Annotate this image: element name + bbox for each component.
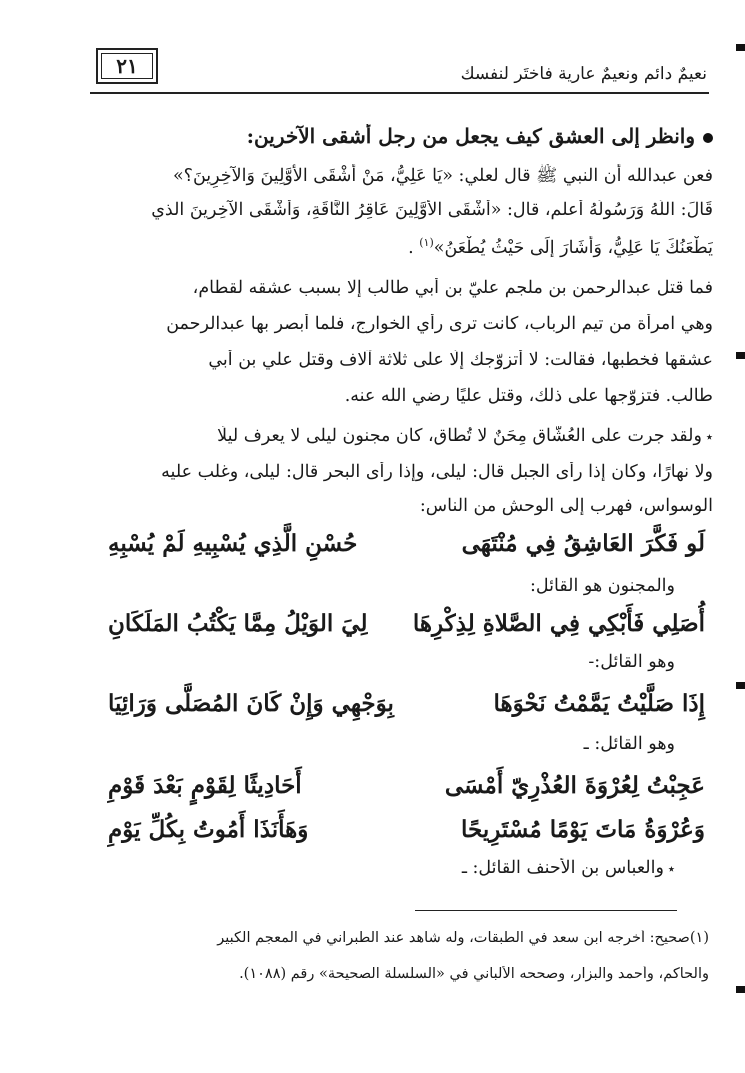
paragraph-line: عشقها فخطبها، فقالت: لا أتزوّجك إلّا على ثلاثة آلاف وقتل علي بن أبي (208, 350, 713, 370)
verse-second-hemistich: بِوَجْهِي وَإِنْ كَانَ المُصَلَّى وَرَائِيَا (108, 690, 394, 717)
verse-first-hemistich: وَعُرْوَةُ مَاتَ يَوْمًا مُسْتَرِيحًا (460, 816, 705, 843)
page-number-frame (96, 48, 158, 84)
verse (108, 772, 705, 812)
footnote-line: (١)صحيح: أخرجه ابن سعد في الطبقات، وله شاهد عند الطبراني في المعجم الكبير (217, 930, 709, 946)
verse-first-hemistich: إِذَا صَلَّيْتُ يَمَّمْتُ نَحْوَهَا (493, 690, 705, 717)
page-number: ٢١ (116, 54, 138, 78)
verse (108, 690, 705, 730)
verse-second-hemistich: أَحَادِيثًا لِقَوْمٍ بَعْدَ قَوْمِ (108, 772, 302, 799)
paragraph-line: طالب. فتزوّجها على ذلك، وقتل عليًا رضي الله عنه. (344, 386, 713, 406)
running-header-title: نعيمٌ دائم ونعيمٌ عارية فاختَر لنفسك (460, 64, 707, 84)
verse (108, 816, 705, 856)
verse (108, 610, 705, 650)
verse-second-hemistich: حُسْنِ الَّذِي يُسْبِيهِ لَمْ يُسْبِهِ (108, 530, 358, 557)
header-rule (90, 92, 709, 94)
verse-first-hemistich: عَجِبْتُ لِعُرْوَةَ العُذْرِيّ أَمْسَى (444, 772, 705, 799)
edge-mark (736, 44, 745, 51)
verse-first-hemistich: أُصَلِي فَأَبْكِي فِي الصَّلاةِ لِذِكْرِهَا (412, 610, 705, 637)
edge-mark (736, 682, 745, 689)
paragraph-line: يَطْعَنُكَ يَا عَلِيُّ، وَأَشَارَ إِلَى حَيْثُ يُطْعَنُ»$^{(١)}$ . (408, 236, 713, 258)
footnote-rule (415, 910, 677, 911)
edge-mark (736, 352, 745, 359)
paragraph-line: ٭ولقد جرت على العُشّاق مِحَنٌ لا تُطاق، كان مجنون ليلى لا يعرف ليلًا (217, 426, 713, 446)
star-icon: ٭ (705, 430, 713, 445)
bullet-icon (703, 133, 713, 143)
verse-intro: وهو القائل: ـ (583, 734, 675, 754)
paragraph-line: ولا نهارًا، وكان إذا رأى الجبل قال: ليلى، وإذا رأى البحر قال: ليلى، وغلب عليه (161, 462, 713, 482)
verse-second-hemistich: وَهَأَنَذَا أَمُوتُ بِكُلِّ يَوْمِ (108, 816, 309, 843)
paragraph-line: وهي امرأة من تيم الرباب، كانت ترى رأي الخوارج، فلما أبصر بها عبدالرحمن (166, 314, 713, 334)
verse (108, 530, 705, 570)
paragraph-line: ٭والعباس بن الأحنف القائل: ـ (461, 858, 675, 878)
verse-intro: وهو القائل:- (588, 652, 675, 672)
star-icon: ٭ (667, 862, 675, 877)
verse-second-hemistich: لِيَ الوَيْلُ مِمَّا يَكْتُبُ المَلَكَانِ (108, 610, 368, 637)
section-heading: وانظر إلى العشق كيف يجعل من رجل أشقى الآخرين: (90, 124, 713, 148)
paragraph-line: الوسواس، فهرب إلى الوحش من الناس: (419, 496, 713, 516)
edge-mark (736, 986, 745, 993)
paragraph-line: قَالَ: اللَّهُ وَرَسُولُهُ أعلم، قال: «أَشْقَى الأَوَّلِينَ عَاقِرُ النَّاقَةِ، وَأَشْقَى الآخِرِينَ الذي (151, 200, 713, 220)
verse-intro: والمجنون هو القائل: (529, 576, 675, 596)
verse-first-hemistich: لَو فَكَّرَ العَاشِقُ فِي مُنْتَهَى (461, 530, 705, 557)
paragraph-line: فما قتل عبدالرحمن بن ملجم عليّ بن أبي طالب إلا بسبب عشقه لقطام، (192, 278, 713, 298)
footnote-line: والحاكم، وأحمد والبزار، وصححه الألباني في «السلسلة الصحيحة» رقم (١٠٨٨). (239, 966, 709, 982)
paragraph-line: فعن عبدالله أن النبي ﷺ قال لعلي: «يَا عَلِيُّ، مَنْ أَشْقَى الأَوَّلِينَ وَالآخِرِينَ؟» (172, 166, 713, 186)
footnote-ref: (١) (419, 236, 434, 249)
